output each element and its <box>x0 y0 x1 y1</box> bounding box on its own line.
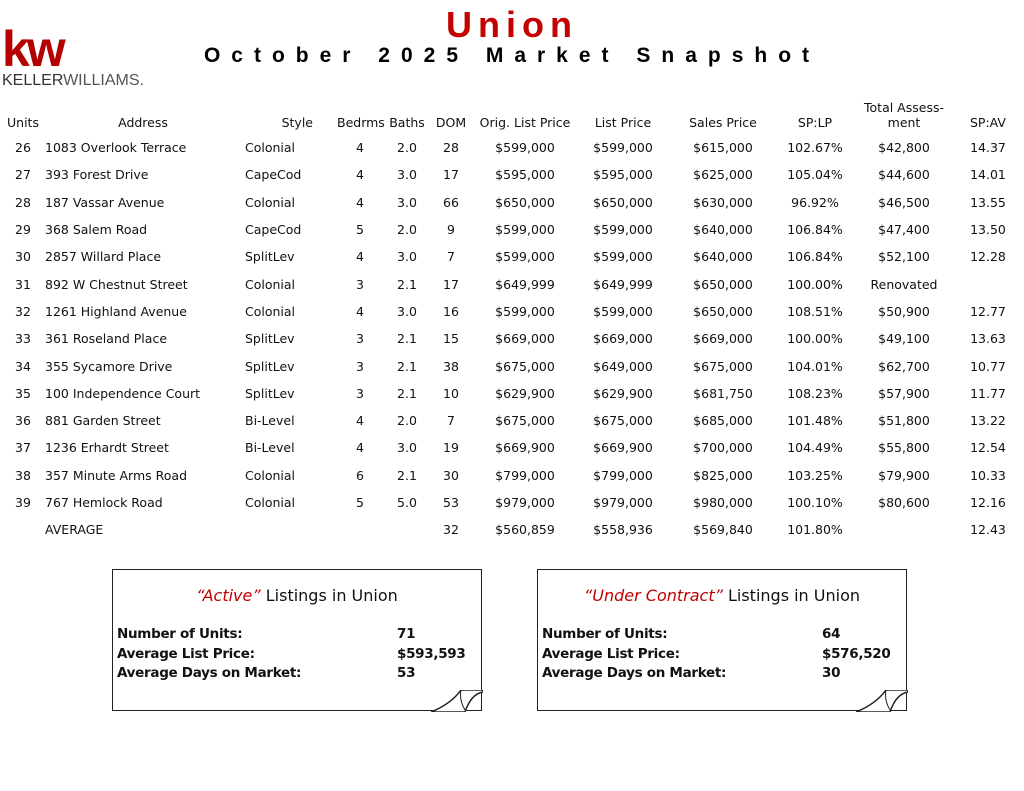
table-row <box>3 489 1021 516</box>
cell-list-price: $669,000 <box>593 331 653 347</box>
cell-style: SplitLev <box>245 358 295 374</box>
cell-total-assessment: $46,500 <box>878 194 930 210</box>
cell-total-assessment: $50,900 <box>878 303 930 319</box>
cell-dom: 32 <box>443 522 459 538</box>
cell-style: Colonial <box>245 495 296 510</box>
cell-baths: 3.0 <box>397 167 417 183</box>
stat-row-avg-dom: Average Days on Market: 53 <box>117 665 416 681</box>
cell-address: 100 Independence Court <box>45 385 201 401</box>
cell-bedrooms: 3 <box>356 276 364 292</box>
cell-style: Colonial <box>245 140 296 156</box>
cell-orig-list-price: $629,900 <box>495 385 555 401</box>
cell-dom: 16 <box>443 303 459 319</box>
cell-sp-av: 12.16 <box>970 495 1006 510</box>
cell-units: 28 <box>15 194 31 210</box>
cell-sp-av <box>955 270 1021 297</box>
cell-total-assessment: $79,900 <box>878 467 930 483</box>
cell-address: 393 Forest Drive <box>45 167 149 183</box>
cell-bedrooms: 3 <box>356 358 364 374</box>
cell-sales-price: $569,840 <box>693 522 753 538</box>
cell-address: 1083 Overlook Terrace <box>45 140 187 156</box>
cell-sp-av: 12.28 <box>970 249 1006 265</box>
cell-bedrooms: 4 <box>356 194 364 210</box>
cell-dom: 28 <box>443 140 459 156</box>
market-snapshot-table <box>3 92 1021 543</box>
cell-address: 2857 Willard Place <box>45 249 162 265</box>
cell-dom: 7 <box>447 413 455 429</box>
cell-sp-lp: 101.48% <box>787 413 843 429</box>
cell-units <box>3 516 43 543</box>
cell-address: AVERAGE <box>45 522 104 538</box>
table-header-row <box>3 92 1021 134</box>
cell-baths <box>385 516 429 543</box>
page-subtitle: October 2025 Market Snapshot <box>203 44 821 67</box>
table-row <box>3 325 1021 352</box>
table-row <box>3 462 1021 489</box>
cell-list-price: $629,900 <box>593 385 653 401</box>
cell-dom: 15 <box>443 331 459 347</box>
cell-sp-lp: 104.49% <box>787 440 843 456</box>
cell-units: 29 <box>15 222 31 238</box>
cell-style: SplitLev <box>245 385 295 401</box>
cell-list-price: $649,999 <box>593 276 653 292</box>
stat-row-units: Number of Units: 64 <box>542 626 841 642</box>
col-header-total-assessment: Total Assess-ment <box>864 100 944 130</box>
under-contract-listings-stats <box>542 626 891 685</box>
cell-sp-av: 10.33 <box>970 467 1006 483</box>
cell-bedrooms: 3 <box>356 331 364 347</box>
table-row <box>3 298 1021 325</box>
cell-orig-list-price: $599,000 <box>495 140 555 156</box>
cell-dom: 17 <box>443 167 459 183</box>
cell-sp-lp: 96.92% <box>791 194 839 210</box>
table-row <box>3 270 1021 297</box>
cell-total-assessment: $62,700 <box>878 358 930 374</box>
cell-units: 34 <box>15 358 31 374</box>
under-contract-listings-box <box>537 569 907 711</box>
cell-sales-price: $625,000 <box>693 167 753 183</box>
cell-sp-lp: 105.04% <box>787 167 843 183</box>
cell-sp-lp: 108.23% <box>787 385 843 401</box>
cell-orig-list-price: $669,000 <box>495 331 555 347</box>
table-row <box>3 380 1021 407</box>
cell-dom: 19 <box>443 440 459 456</box>
cell-sp-av: 12.77 <box>970 303 1006 319</box>
cell-list-price: $979,000 <box>593 495 653 510</box>
cell-style: Bi-Level <box>245 413 295 429</box>
cell-address: 361 Roseland Place <box>45 331 168 347</box>
cell-baths: 2.0 <box>397 413 417 429</box>
cell-orig-list-price: $979,000 <box>495 495 555 510</box>
table-row <box>3 134 1021 161</box>
cell-bedrooms: 6 <box>356 467 364 483</box>
cell-units: 37 <box>15 440 31 456</box>
cell-dom: 9 <box>447 222 455 238</box>
table-row <box>3 243 1021 270</box>
cell-sales-price: $640,000 <box>693 222 753 238</box>
cell-baths: 2.0 <box>397 222 417 238</box>
cell-bedrooms <box>335 516 385 543</box>
cell-bedrooms: 4 <box>356 303 364 319</box>
cell-style: Bi-Level <box>245 440 295 456</box>
cell-orig-list-price: $649,999 <box>495 276 555 292</box>
cell-address: 892 W Chestnut Street <box>45 276 188 292</box>
cell-bedrooms: 4 <box>356 249 364 265</box>
table-average-row <box>3 516 1021 543</box>
cell-sales-price: $669,000 <box>693 331 753 347</box>
cell-sp-av: 12.54 <box>970 440 1006 456</box>
page-curl-icon <box>431 690 483 712</box>
cell-units: 31 <box>15 276 31 292</box>
cell-sp-lp: 100.10% <box>787 495 843 510</box>
cell-style: SplitLev <box>245 331 295 347</box>
cell-dom: 53 <box>443 495 459 510</box>
cell-sp-av: 10.77 <box>970 358 1006 374</box>
cell-dom: 66 <box>443 194 459 210</box>
cell-baths: 2.1 <box>397 331 417 347</box>
cell-list-price: $599,000 <box>593 222 653 238</box>
cell-bedrooms: 3 <box>356 385 364 401</box>
active-listings-box <box>112 569 482 711</box>
cell-address: 767 Hemlock Road <box>45 495 163 510</box>
cell-list-price: $650,000 <box>593 194 653 210</box>
col-header-baths: Baths <box>389 115 425 130</box>
cell-sales-price: $825,000 <box>693 467 753 483</box>
table-row <box>3 161 1021 188</box>
cell-total-assessment: $51,800 <box>878 413 930 429</box>
col-header-sales-price: Sales Price <box>689 115 757 130</box>
cell-dom: 7 <box>447 249 455 265</box>
cell-sales-price: $980,000 <box>693 495 753 510</box>
cell-orig-list-price: $675,000 <box>495 358 555 374</box>
cell-total-assessment <box>853 516 955 543</box>
cell-sp-av: 11.77 <box>970 385 1006 401</box>
cell-sp-lp: 102.67% <box>787 140 843 156</box>
cell-sp-lp: 106.84% <box>787 222 843 238</box>
under-contract-listings-title: “Under Contract” Listings in Union <box>583 586 861 605</box>
cell-sales-price: $615,000 <box>693 140 753 156</box>
col-header-units: Units <box>7 115 39 130</box>
stat-row-avg-list-price: Average List Price: $576,520 <box>542 645 891 662</box>
cell-baths: 2.0 <box>397 140 417 156</box>
cell-baths: 2.1 <box>397 467 417 483</box>
cell-address: 1236 Erhardt Street <box>45 440 169 456</box>
cell-baths: 5.0 <box>397 495 417 510</box>
col-header-bedrooms: Bedrms <box>337 115 385 130</box>
cell-orig-list-price: $560,859 <box>495 522 555 538</box>
cell-address: 881 Garden Street <box>45 413 161 429</box>
cell-orig-list-price: $669,900 <box>495 440 555 456</box>
cell-units: 38 <box>15 467 31 483</box>
cell-address: 1261 Highland Avenue <box>45 303 187 319</box>
col-header-dom: DOM <box>435 115 467 130</box>
stat-row-units: Number of Units: 71 <box>117 626 416 642</box>
cell-bedrooms: 4 <box>356 140 364 156</box>
cell-sp-av: 13.50 <box>970 222 1006 238</box>
col-header-address: Address <box>118 115 168 130</box>
cell-sp-lp: 101.80% <box>787 522 843 538</box>
page-curl-icon <box>856 690 908 712</box>
cell-total-assessment: $52,100 <box>878 249 930 265</box>
cell-sp-av: 14.01 <box>970 167 1006 183</box>
cell-address: 355 Sycamore Drive <box>45 358 173 374</box>
cell-list-price: $599,000 <box>593 249 653 265</box>
cell-sp-lp: 106.84% <box>787 249 843 265</box>
cell-baths: 3.0 <box>397 249 417 265</box>
col-header-sp-av: SP:AV <box>970 115 1006 130</box>
cell-style: CapeCod <box>245 167 302 183</box>
cell-units: 27 <box>15 167 31 183</box>
cell-dom: 30 <box>443 467 459 483</box>
cell-style: Colonial <box>245 467 296 483</box>
cell-style: CapeCod <box>245 222 302 238</box>
cell-list-price: $649,000 <box>593 358 653 374</box>
stat-row-avg-dom: Average Days on Market: 30 <box>542 665 841 681</box>
cell-baths: 3.0 <box>397 440 417 456</box>
col-header-sp-lp: SP:LP <box>797 115 833 130</box>
col-header-list-price: List Price <box>594 115 652 130</box>
cell-style: Colonial <box>245 194 296 210</box>
cell-sales-price: $700,000 <box>693 440 753 456</box>
table-row <box>3 189 1021 216</box>
cell-dom: 17 <box>443 276 459 292</box>
cell-units: 35 <box>15 385 31 401</box>
cell-sp-av: 14.37 <box>970 140 1006 156</box>
cell-total-assessment: $42,800 <box>878 140 930 156</box>
cell-total-assessment: $47,400 <box>878 222 930 238</box>
cell-sp-av: 13.63 <box>970 331 1006 347</box>
cell-orig-list-price: $599,000 <box>495 222 555 238</box>
cell-bedrooms: 4 <box>356 167 364 183</box>
cell-style: Colonial <box>245 276 296 292</box>
cell-address: 187 Vassar Avenue <box>45 194 165 210</box>
kw-logo-mark: kw <box>2 21 63 77</box>
cell-total-assessment: $44,600 <box>878 167 930 183</box>
cell-sales-price: $681,750 <box>693 385 753 401</box>
cell-sp-av: 13.55 <box>970 194 1006 210</box>
page-title: Union <box>446 4 578 45</box>
cell-sales-price: $640,000 <box>693 249 753 265</box>
cell-baths: 2.1 <box>397 358 417 374</box>
cell-orig-list-price: $599,000 <box>495 303 555 319</box>
cell-address: 368 Salem Road <box>45 222 148 238</box>
cell-sales-price: $650,000 <box>693 303 753 319</box>
cell-baths: 3.0 <box>397 303 417 319</box>
cell-list-price: $799,000 <box>593 467 653 483</box>
cell-units: 33 <box>15 331 31 347</box>
cell-bedrooms: 4 <box>356 413 364 429</box>
cell-orig-list-price: $650,000 <box>495 194 555 210</box>
cell-units: 36 <box>15 413 31 429</box>
cell-sales-price: $675,000 <box>693 358 753 374</box>
cell-orig-list-price: $675,000 <box>495 413 555 429</box>
cell-list-price: $599,000 <box>593 303 653 319</box>
cell-list-price: $675,000 <box>593 413 653 429</box>
table-row <box>3 434 1021 461</box>
table-row <box>3 216 1021 243</box>
active-listings-title: “Active” Listings in Union <box>196 586 398 605</box>
cell-total-assessment: $57,900 <box>878 385 930 401</box>
cell-sales-price: $630,000 <box>693 194 753 210</box>
cell-style: SplitLev <box>245 249 295 265</box>
cell-total-assessment: $55,800 <box>878 440 930 456</box>
cell-style: Colonial <box>245 303 296 319</box>
cell-address: 357 Minute Arms Road <box>45 467 187 483</box>
cell-baths: 2.1 <box>397 276 417 292</box>
kw-logo-name: KELLERWILLIAMS. <box>2 72 144 89</box>
active-listings-stats <box>117 626 466 685</box>
cell-sp-lp: 100.00% <box>787 331 843 347</box>
cell-sales-price: $685,000 <box>693 413 753 429</box>
cell-orig-list-price: $595,000 <box>495 167 555 183</box>
stat-row-avg-list-price: Average List Price: $593,593 <box>117 645 466 662</box>
col-header-style: Style <box>281 115 313 130</box>
cell-sales-price: $650,000 <box>693 276 753 292</box>
cell-list-price: $595,000 <box>593 167 653 183</box>
cell-units: 26 <box>15 140 31 156</box>
cell-list-price: $599,000 <box>593 140 653 156</box>
cell-bedrooms: 5 <box>356 495 364 510</box>
cell-bedrooms: 5 <box>356 222 364 238</box>
cell-total-assessment: $49,100 <box>878 331 930 347</box>
cell-list-price: $669,900 <box>593 440 653 456</box>
cell-sp-av: 12.43 <box>970 522 1006 538</box>
cell-sp-lp: 100.00% <box>787 276 843 292</box>
cell-sp-lp: 104.01% <box>787 358 843 374</box>
table-row <box>3 407 1021 434</box>
cell-sp-lp: 103.25% <box>787 467 843 483</box>
cell-list-price: $558,936 <box>593 522 653 538</box>
cell-units: 39 <box>15 495 31 510</box>
cell-orig-list-price: $599,000 <box>495 249 555 265</box>
cell-baths: 3.0 <box>397 194 417 210</box>
cell-units: 30 <box>15 249 31 265</box>
table-row <box>3 352 1021 379</box>
cell-bedrooms: 4 <box>356 440 364 456</box>
cell-sp-av: 13.22 <box>970 413 1006 429</box>
cell-dom: 10 <box>443 385 459 401</box>
cell-total-assessment: Renovated <box>870 276 938 292</box>
cell-dom: 38 <box>443 358 459 374</box>
cell-style <box>243 516 335 543</box>
cell-sp-lp: 108.51% <box>787 303 843 319</box>
cell-orig-list-price: $799,000 <box>495 467 555 483</box>
cell-total-assessment: $80,600 <box>878 495 930 510</box>
col-header-orig-list-price: Orig. List Price <box>479 115 571 130</box>
cell-units: 32 <box>15 303 31 319</box>
cell-baths: 2.1 <box>397 385 417 401</box>
